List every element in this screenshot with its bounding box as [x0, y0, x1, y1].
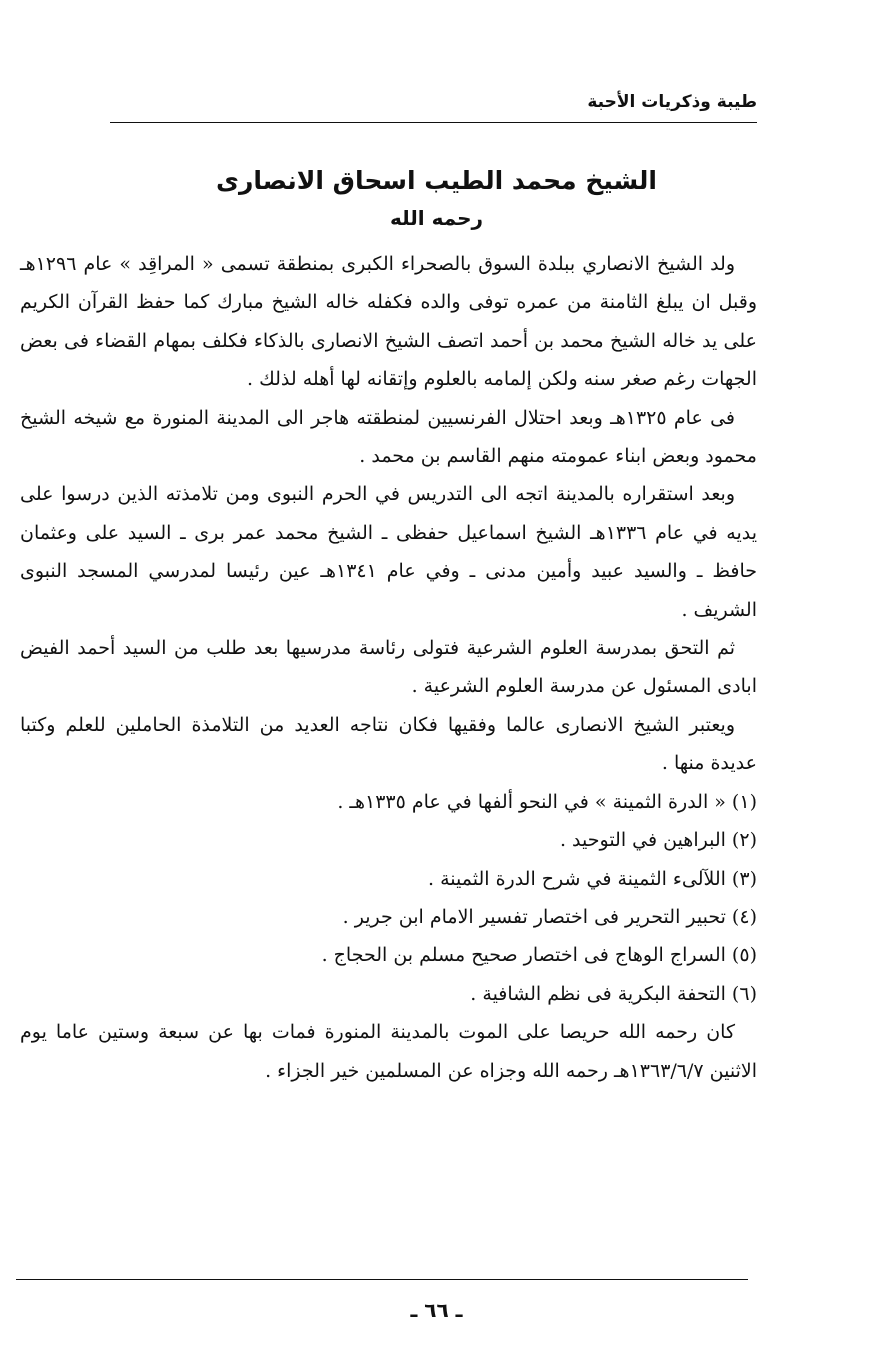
paragraph-school: ثم التحق بمدرسة العلوم الشرعية فتولى رئاسة مدرسيها بعد طلب من السيد أحمد الفيض ابادى المسئول عن مدرسة العلوم الشرعية .: [20, 637, 757, 698]
running-header: طيبة وذكريات الأحبة: [587, 92, 757, 112]
works-list-item: (٤) تحبير التحرير فى اختصار تفسير الامام ابن جرير .: [342, 905, 757, 928]
article-subtitle: رحمه الله: [389, 206, 484, 230]
header-rule: [110, 122, 757, 123]
works-list-item: (٦) التحفة البكرية فى نظم الشافية .: [470, 982, 757, 1005]
paragraph-teaching: وبعد استقراره بالمدينة اتجه الى التدريس في الحرم النبوى ومن تلامذته الذين درسوا على يديه في عام ١٣٣٦هـ الشيخ اسماعيل حفظى ـ الشيخ محمد عمر برى ـ السيد على وعثمان حافظ ـ والسيد عبيد وأمين مدنى ـ وفي عام ١٣٤١هـ عين رئيسا لمدرسي المسجد النبوى الشريف .: [20, 483, 757, 621]
works-list-item: (٢) البراهين في التوحيد .: [559, 829, 757, 852]
article-body: [20, 245, 757, 1090]
paragraph-migration: فى عام ١٣٢٥هـ وبعد احتلال الفرنسيين لمنطقته هاجر الى المدينة المنورة مع شيخه الشيخ محمود وبعض ابناء عمومته منهم القاسم بن محمد .: [20, 406, 757, 468]
paragraph-birth: ولد الشيخ الانصاري ببلدة السوق بالصحراء الكبرى بمنطقة تسمى « المراقِد » عام ١٢٩٦هـ وقبل ان يبلغ الثامنة من عمره توفى والده فكفله خاله الشيخ مبارك كما حفظ القرآن الكريم على يد خاله الشيخ محمد بن أحمد اتصف الشيخ الانصارى بالذكاء فكلف بمهام القضاء فى بعض الجهات رغم صغر سنه ولكن إلمامه بالعلوم وإتقانه لها أهله لذلك .: [20, 253, 757, 391]
works-list-item: (٥) السراج الوهاج فى اختصار صحيح مسلم بن الحجاج .: [321, 944, 757, 967]
paragraph-death: كان رحمه الله حريصا على الموت بالمدينة المنورة فمات بها عن سبعة وستين عاما يوم الاثنين ١٣٦٣/٦/٧هـ رحمه الله وجزاه عن المسلمين خير الجزاء .: [20, 1021, 757, 1082]
article-title: الشيخ محمد الطيب اسحاق الانصارى: [216, 166, 657, 195]
paragraph-works-intro: ويعتبر الشيخ الانصارى عالما وفقيها فكان نتاجه العديد من التلامذة الحاملين للعلم وكتبا عديدة منها .: [20, 713, 757, 775]
works-list-item: (١) « الدرة الثمينة » في النحو ألفها في عام ١٣٣٥هـ .: [337, 790, 757, 813]
footer-rule: [16, 1279, 748, 1280]
page-number: ـ ٦٦ ـ: [410, 1298, 463, 1322]
works-list-item: (٣) اللآلىء الثمينة في شرح الدرة الثمينة .: [428, 867, 757, 890]
